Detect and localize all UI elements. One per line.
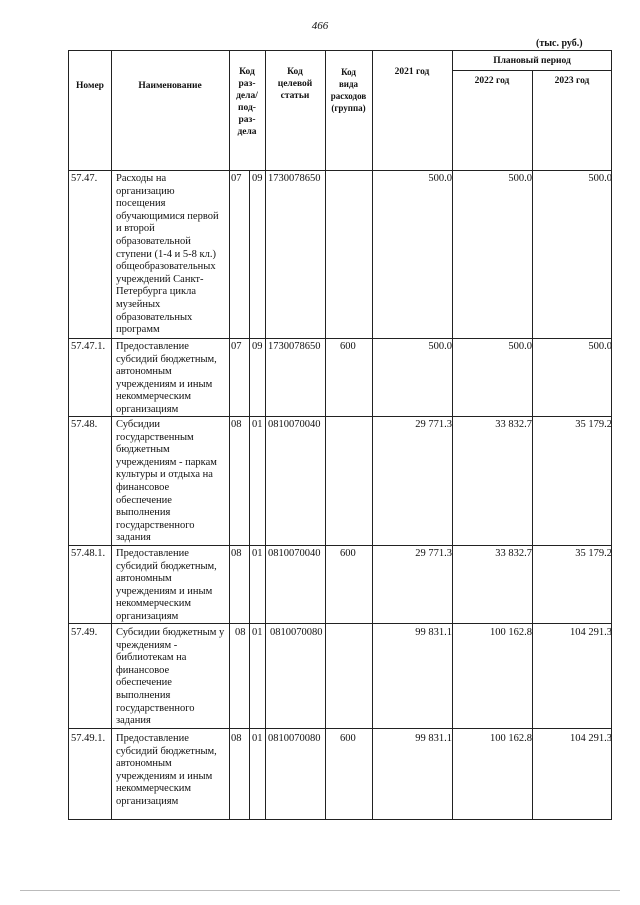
row-number: 57.48. [71,419,98,430]
col-border [68,50,69,820]
col-border [611,50,612,820]
header-target-code: Код целевой статьи [277,67,313,101]
header-year-2023: 2023 год [554,76,590,86]
col-border [111,50,112,820]
row-separator [68,545,612,546]
row-type: 600 [340,548,356,559]
row-subsection: 09 [252,173,263,184]
row-subsection: 01 [252,627,263,638]
header-year-2022: 2022 год [474,76,510,86]
row-2023: 104 291.3 [570,733,612,744]
row-2022: 33 832.7 [495,548,532,559]
row-target: 0810070080 [268,733,321,744]
row-name: Расходы на организацию посещения обучающимися первой и второй образовательной ступени (1-4 и 5-8 кл.) общеобразовательных учреждений Санкт- Петербурга цикла музейных образовательных программ [116,173,219,336]
col-border [249,170,250,820]
row-2023: 500.0 [588,341,612,352]
row-2021: 500.0 [428,341,452,352]
row-number: 57.47.1. [71,341,106,352]
row-2021: 29 771.3 [415,548,452,559]
col-border [265,50,266,820]
page-bottom-rule [20,890,620,891]
header-name: Наименование [138,81,202,91]
table-bottom-rule [68,819,612,820]
unit-note: (тыс. руб.) [536,38,583,49]
row-target: 1730078650 [268,173,321,184]
row-number: 57.49.1. [71,733,106,744]
row-2021: 29 771.3 [415,419,452,430]
row-separator [68,170,612,171]
row-target: 0810070080 [270,627,323,638]
row-section: 07 [231,341,242,352]
row-type: 600 [340,341,356,352]
row-section: 07 [231,173,242,184]
page-number: 466 [311,20,329,32]
row-2022: 500.0 [508,173,532,184]
row-2021: 500.0 [428,173,452,184]
row-section: 08 [231,419,242,430]
row-2022: 33 832.7 [495,419,532,430]
col-border [372,50,373,820]
row-subsection: 09 [252,341,263,352]
row-section: 08 [235,627,246,638]
row-name: Предоставление субсидий бюджетным, автономным учреждениям и иным некоммерческим организациям [116,548,217,622]
row-target: 0810070040 [268,419,321,430]
header-year-2021: 2021 год [394,67,430,77]
row-number: 57.48.1. [71,548,106,559]
row-subsection: 01 [252,419,263,430]
row-name: Субсидии государственным бюджетным учреждениям - паркам культуры и отдыха на финансовое обеспечение выполнения государственного задания [116,419,217,544]
row-name: Предоставление субсидий бюджетным, автономным учреждениям и иным некоммерческим организациям [116,341,217,415]
row-2023: 35 179.2 [575,548,612,559]
row-2023: 104 291.3 [570,627,612,638]
header-number: Номер [76,81,104,91]
row-subsection: 01 [252,548,263,559]
row-separator [68,623,612,624]
row-separator [68,728,612,729]
row-2023: 35 179.2 [575,419,612,430]
row-separator [68,416,612,417]
row-2023: 500.0 [588,173,612,184]
row-2021: 99 831.1 [415,733,452,744]
row-number: 57.49. [71,627,98,638]
header-expense-type: Код вида расходов (группа) [330,67,367,113]
header-section-code: Код раз- дела/ под- раз- дела [236,67,258,137]
row-type: 600 [340,733,356,744]
col-border [325,50,326,820]
table-top-rule [68,50,612,51]
row-separator [68,338,612,339]
row-name: Предоставление субсидий бюджетным, автономным учреждениям и иным некоммерческим организациям [116,733,217,807]
row-2022: 100 162.8 [490,627,532,638]
row-2022: 100 162.8 [490,733,532,744]
row-target: 0810070040 [268,548,321,559]
row-name: Субсидии бюджетным у чреждениям - библиотекам на финансовое обеспечение выполнения государственного задания [116,627,225,727]
row-2021: 99 831.1 [415,627,452,638]
row-section: 08 [231,733,242,744]
row-number: 57.47. [71,173,98,184]
row-section: 08 [231,548,242,559]
row-subsection: 01 [252,733,263,744]
header-planned-period: Плановый период [493,56,571,66]
col-border [452,50,453,820]
row-target: 1730078650 [268,341,321,352]
row-2022: 500.0 [508,341,532,352]
col-border [229,50,230,820]
